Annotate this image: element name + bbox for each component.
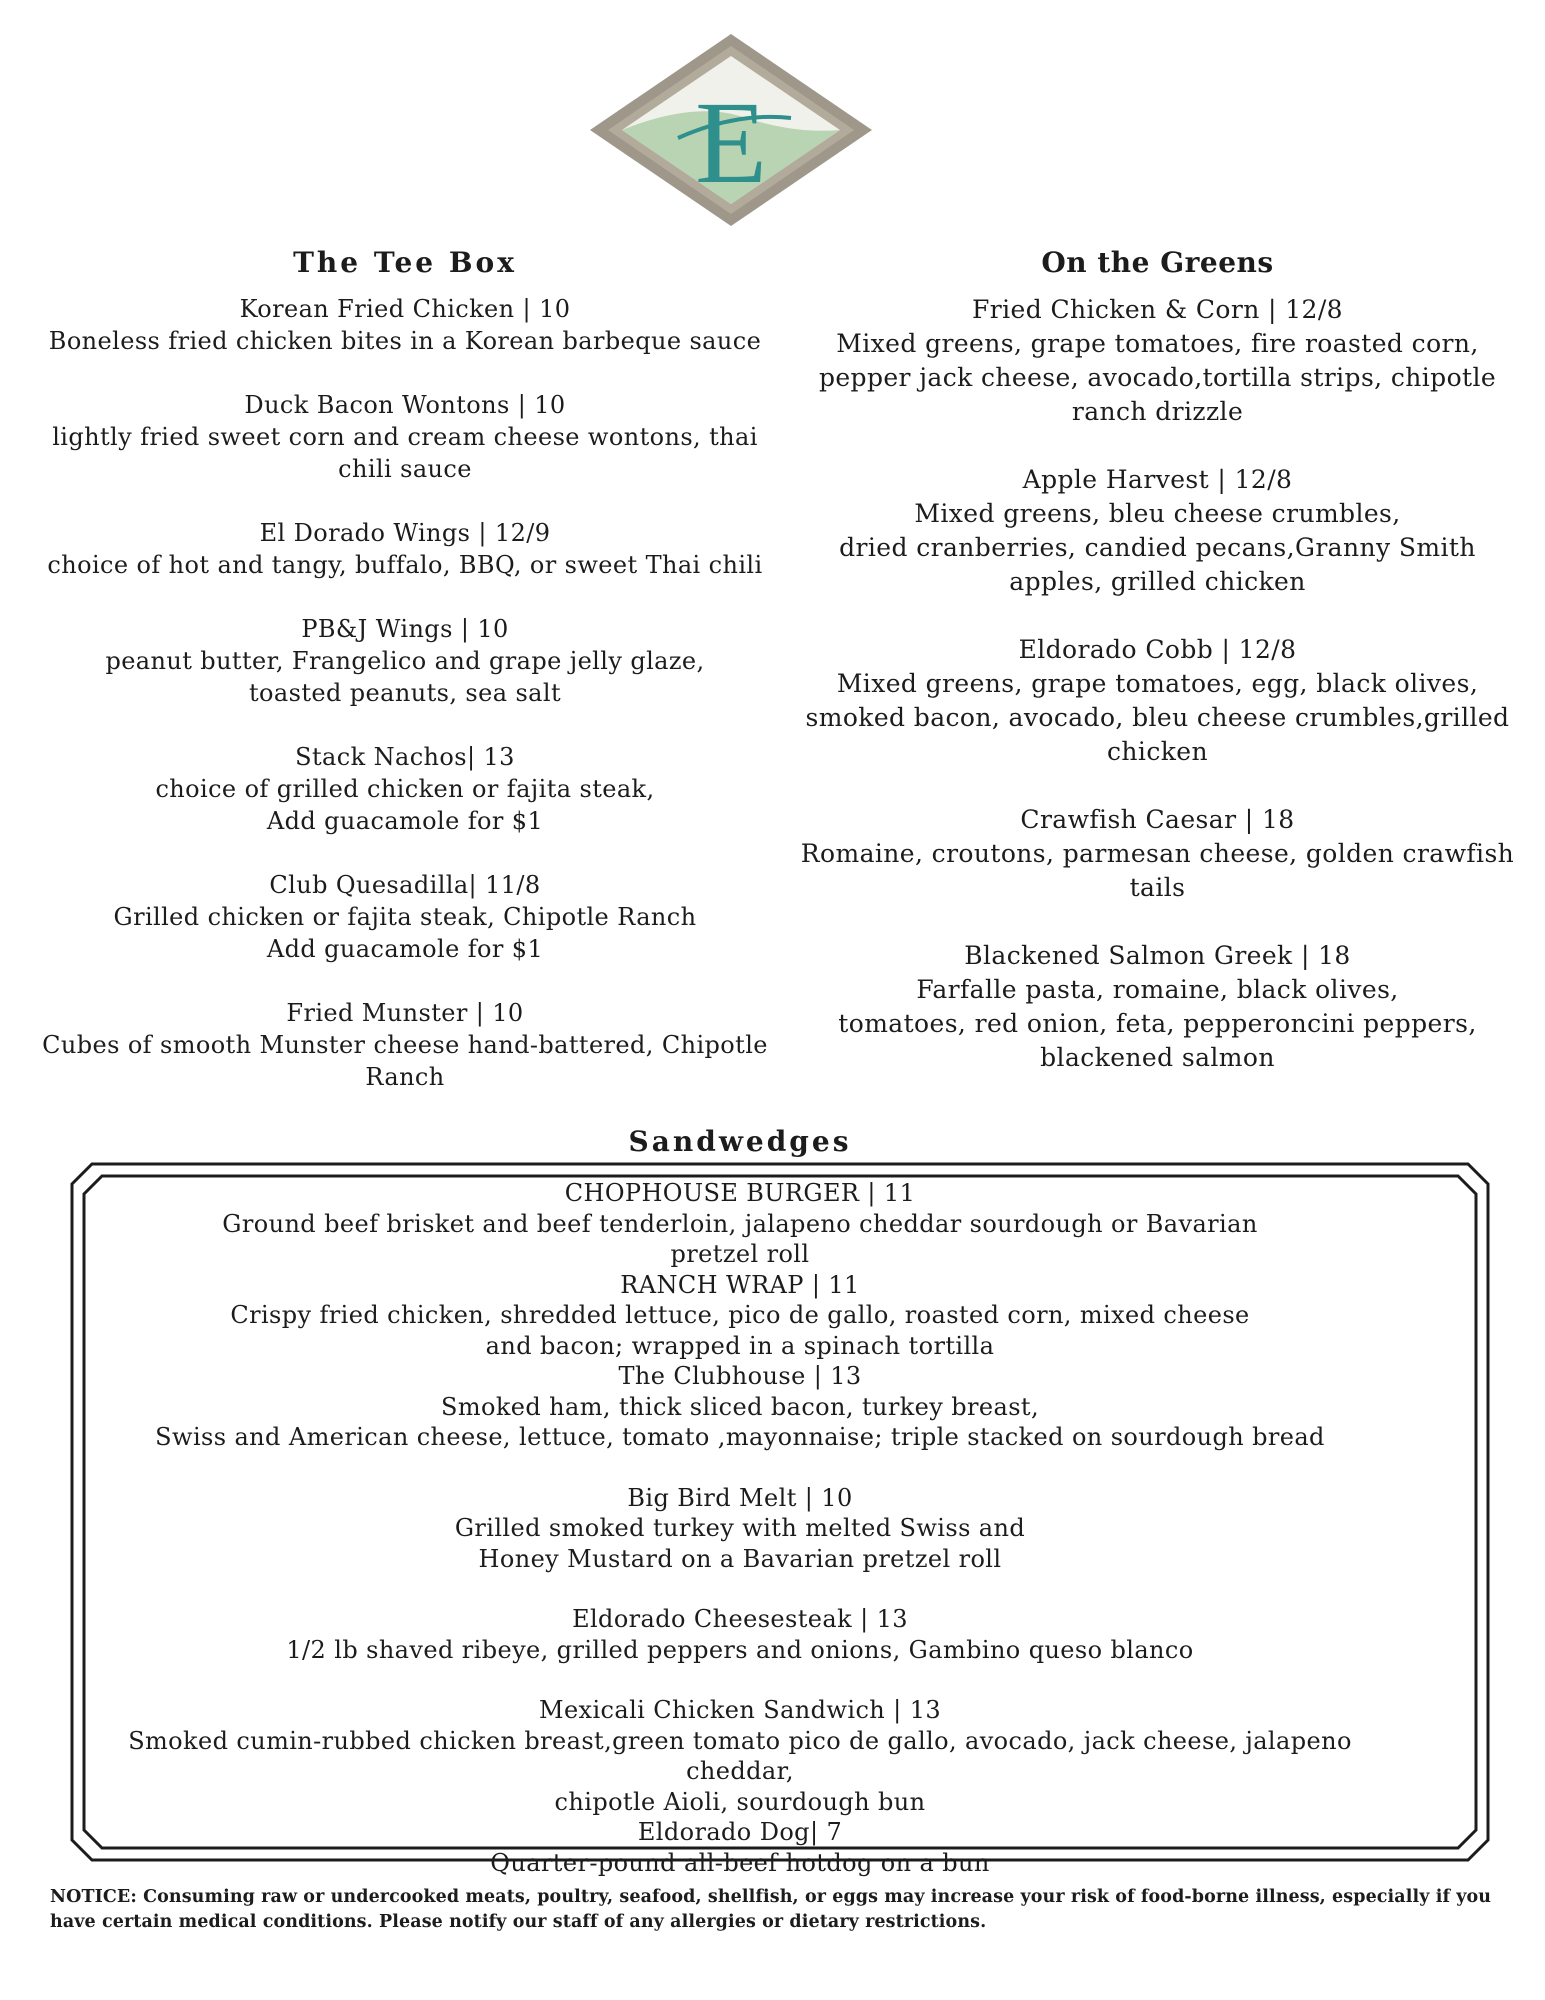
menu-item-name: Duck Bacon Wontons | 10	[244, 391, 566, 419]
menu-item-name: PB&J Wings | 10	[301, 615, 509, 643]
tee-box-items	[40, 293, 770, 1093]
menu-item-description: smoked bacon, avocado, bleu cheese crumbles,grilled	[805, 703, 1510, 732]
menu-item-name: Eldorado Cheesesteak | 13	[572, 1605, 908, 1633]
allergy-notice	[50, 1885, 1510, 1935]
menu-item-name: Mexicali Chicken Sandwich | 13	[538, 1696, 942, 1724]
menu-item	[800, 803, 1515, 905]
menu-item-description: Ground beef brisket and beef tenderloin, jalapeno cheddar sourdough or Bavarian	[222, 1209, 1258, 1238]
menu-item-description: chili sauce	[338, 455, 472, 483]
menu-item-description: 1/2 lb shaved ribeye, grilled peppers and onions, Gambino queso blanco	[286, 1635, 1194, 1664]
menu-item-description: Smoked cumin-rubbed chicken breast,green tomato pico de gallo, avocado, jack cheese, jalapeno cheddar,	[128, 1726, 1352, 1785]
notice-line-1: NOTICE: Consuming raw or undercooked meats, poultry, seafood, shellfish, or eggs may increase your risk of food-borne illness, especially if you	[50, 1887, 1492, 1907]
menu-item-description: tails	[1129, 873, 1186, 902]
menu-item-description: Honey Mustard on a Bavarian pretzel roll	[478, 1544, 1002, 1573]
notice-line-2: have certain medical conditions. Please notify our staff of any allergies or dietary restrictions.	[50, 1912, 987, 1932]
on-the-greens-section	[800, 243, 1515, 1109]
menu-item-description: blackened salmon	[1040, 1043, 1275, 1072]
menu-item-description: Add guacamole for $1	[266, 935, 544, 963]
menu-item-name: CHOPHOUSE BURGER | 11	[564, 1179, 916, 1207]
menu-item-description: choice of hot and tangy, buffalo, BBQ, or sweet Thai chili	[47, 551, 763, 579]
on-the-greens-items	[800, 293, 1515, 1075]
menu-item-name: Stack Nachos| 13	[295, 743, 515, 771]
menu-item-description: toasted peanuts, sea salt	[249, 679, 561, 707]
menu-item	[800, 463, 1515, 599]
eldorado-logo	[586, 30, 876, 230]
menu-item-description: and bacon; wrapped in a spinach tortilla	[485, 1331, 995, 1360]
menu-item-name: Crawfish Caesar | 18	[1020, 805, 1295, 834]
menu-item-name: Fried Chicken & Corn | 12/8	[972, 295, 1343, 324]
menu-item	[800, 293, 1515, 429]
menu-item	[90, 1178, 1390, 1270]
menu-item-description: Quarter-pound all-beef hotdog on a bun	[490, 1848, 990, 1877]
menu-item-description: Mixed greens, grape tomatoes, egg, black olives,	[836, 669, 1479, 698]
menu-item-description: Smoked ham, thick sliced bacon, turkey breast,	[441, 1392, 1039, 1421]
sandwedges-items	[90, 1178, 1390, 1878]
menu-item	[90, 1483, 1390, 1575]
menu-item-description: Swiss and American cheese, lettuce, tomato ,mayonnaise; triple stacked on sourdough bread	[155, 1423, 1325, 1451]
menu-item	[90, 1695, 1390, 1817]
menu-item-description: Ranch	[365, 1063, 445, 1091]
menu-item-description: tomatoes, red onion, feta, pepperoncini peppers,	[838, 1009, 1477, 1038]
menu-item	[90, 1361, 1390, 1453]
menu-item	[40, 517, 770, 581]
menu-item	[90, 1270, 1390, 1362]
menu-item	[40, 293, 770, 357]
menu-item-name: The Clubhouse | 13	[618, 1362, 862, 1390]
menu-item-description: chicken	[1107, 737, 1208, 766]
menu-item-name: Blackened Salmon Greek | 18	[964, 941, 1351, 970]
menu-item	[40, 869, 770, 965]
menu-item	[40, 997, 770, 1093]
menu-item-description: Grilled smoked turkey with melted Swiss and	[454, 1514, 1026, 1542]
menu-item-description: Crispy fried chicken, shredded lettuce, pico de gallo, roasted corn, mixed cheese	[230, 1301, 1250, 1329]
menu-item-name: Big Bird Melt | 10	[627, 1483, 853, 1512]
menu-item-description: Cubes of smooth Munster cheese hand-battered, Chipotle	[42, 1031, 768, 1059]
menu-item-name: RANCH WRAP | 11	[620, 1270, 860, 1299]
menu-item-description: Grilled chicken or fajita steak, Chipotle Ranch	[113, 903, 697, 931]
menu-item	[40, 613, 770, 709]
sandwedges-title: Sandwedges	[628, 1125, 852, 1158]
menu-item	[800, 633, 1515, 769]
menu-item-description: Farfalle pasta, romaine, black olives,	[916, 975, 1399, 1004]
menu-item-name: Korean Fried Chicken | 10	[239, 295, 571, 323]
menu-item-name: El Dorado Wings | 12/9	[259, 519, 551, 547]
menu-item	[40, 741, 770, 837]
menu-item-description: pepper jack cheese, avocado,tortilla strips, chipotle	[818, 363, 1497, 392]
menu-item-description: dried cranberries, candied pecans,Granny Smith	[839, 533, 1476, 562]
menu-item-description: chipotle Aioli, sourdough bun	[554, 1787, 926, 1816]
menu-item-description: choice of grilled chicken or fajita steak,	[155, 775, 655, 803]
menu-item	[90, 1604, 1390, 1665]
tee-box-title: The Tee Box	[293, 246, 517, 279]
logo-letter: E	[694, 77, 768, 208]
menu-item-name: Eldorado Dog| 7	[637, 1818, 843, 1846]
menu-item-name: Apple Harvest | 12/8	[1022, 465, 1293, 494]
menu-item-description: lightly fried sweet corn and cream cheese wontons, thai	[52, 423, 758, 451]
menu-item-description: Mixed greens, grape tomatoes, fire roasted corn,	[836, 329, 1479, 358]
menu-item-description: Romaine, croutons, parmesan cheese, golden crawfish	[800, 839, 1515, 868]
menu-item-description: apples, grilled chicken	[1009, 567, 1306, 596]
tee-box-section	[40, 243, 770, 1125]
menu-item	[800, 939, 1515, 1075]
menu-item-description: pretzel roll	[670, 1240, 810, 1268]
menu-item	[40, 389, 770, 485]
menu-item-name: Fried Munster | 10	[286, 999, 524, 1027]
on-the-greens-title: On the Greens	[1041, 246, 1274, 279]
menu-item-description: ranch drizzle	[1071, 397, 1244, 426]
menu-item-description: Boneless fried chicken bites in a Korean barbeque sauce	[48, 327, 762, 355]
menu-item-description: Add guacamole for $1	[266, 807, 544, 835]
menu-item	[90, 1817, 1390, 1878]
menu-item-description: Mixed greens, bleu cheese crumbles,	[914, 499, 1401, 528]
menu-item-name: Club Quesadilla| 11/8	[269, 871, 541, 899]
menu-item-name: Eldorado Cobb | 12/8	[1018, 635, 1297, 664]
menu-item-description: peanut butter, Frangelico and grape jelly glaze,	[105, 647, 705, 675]
